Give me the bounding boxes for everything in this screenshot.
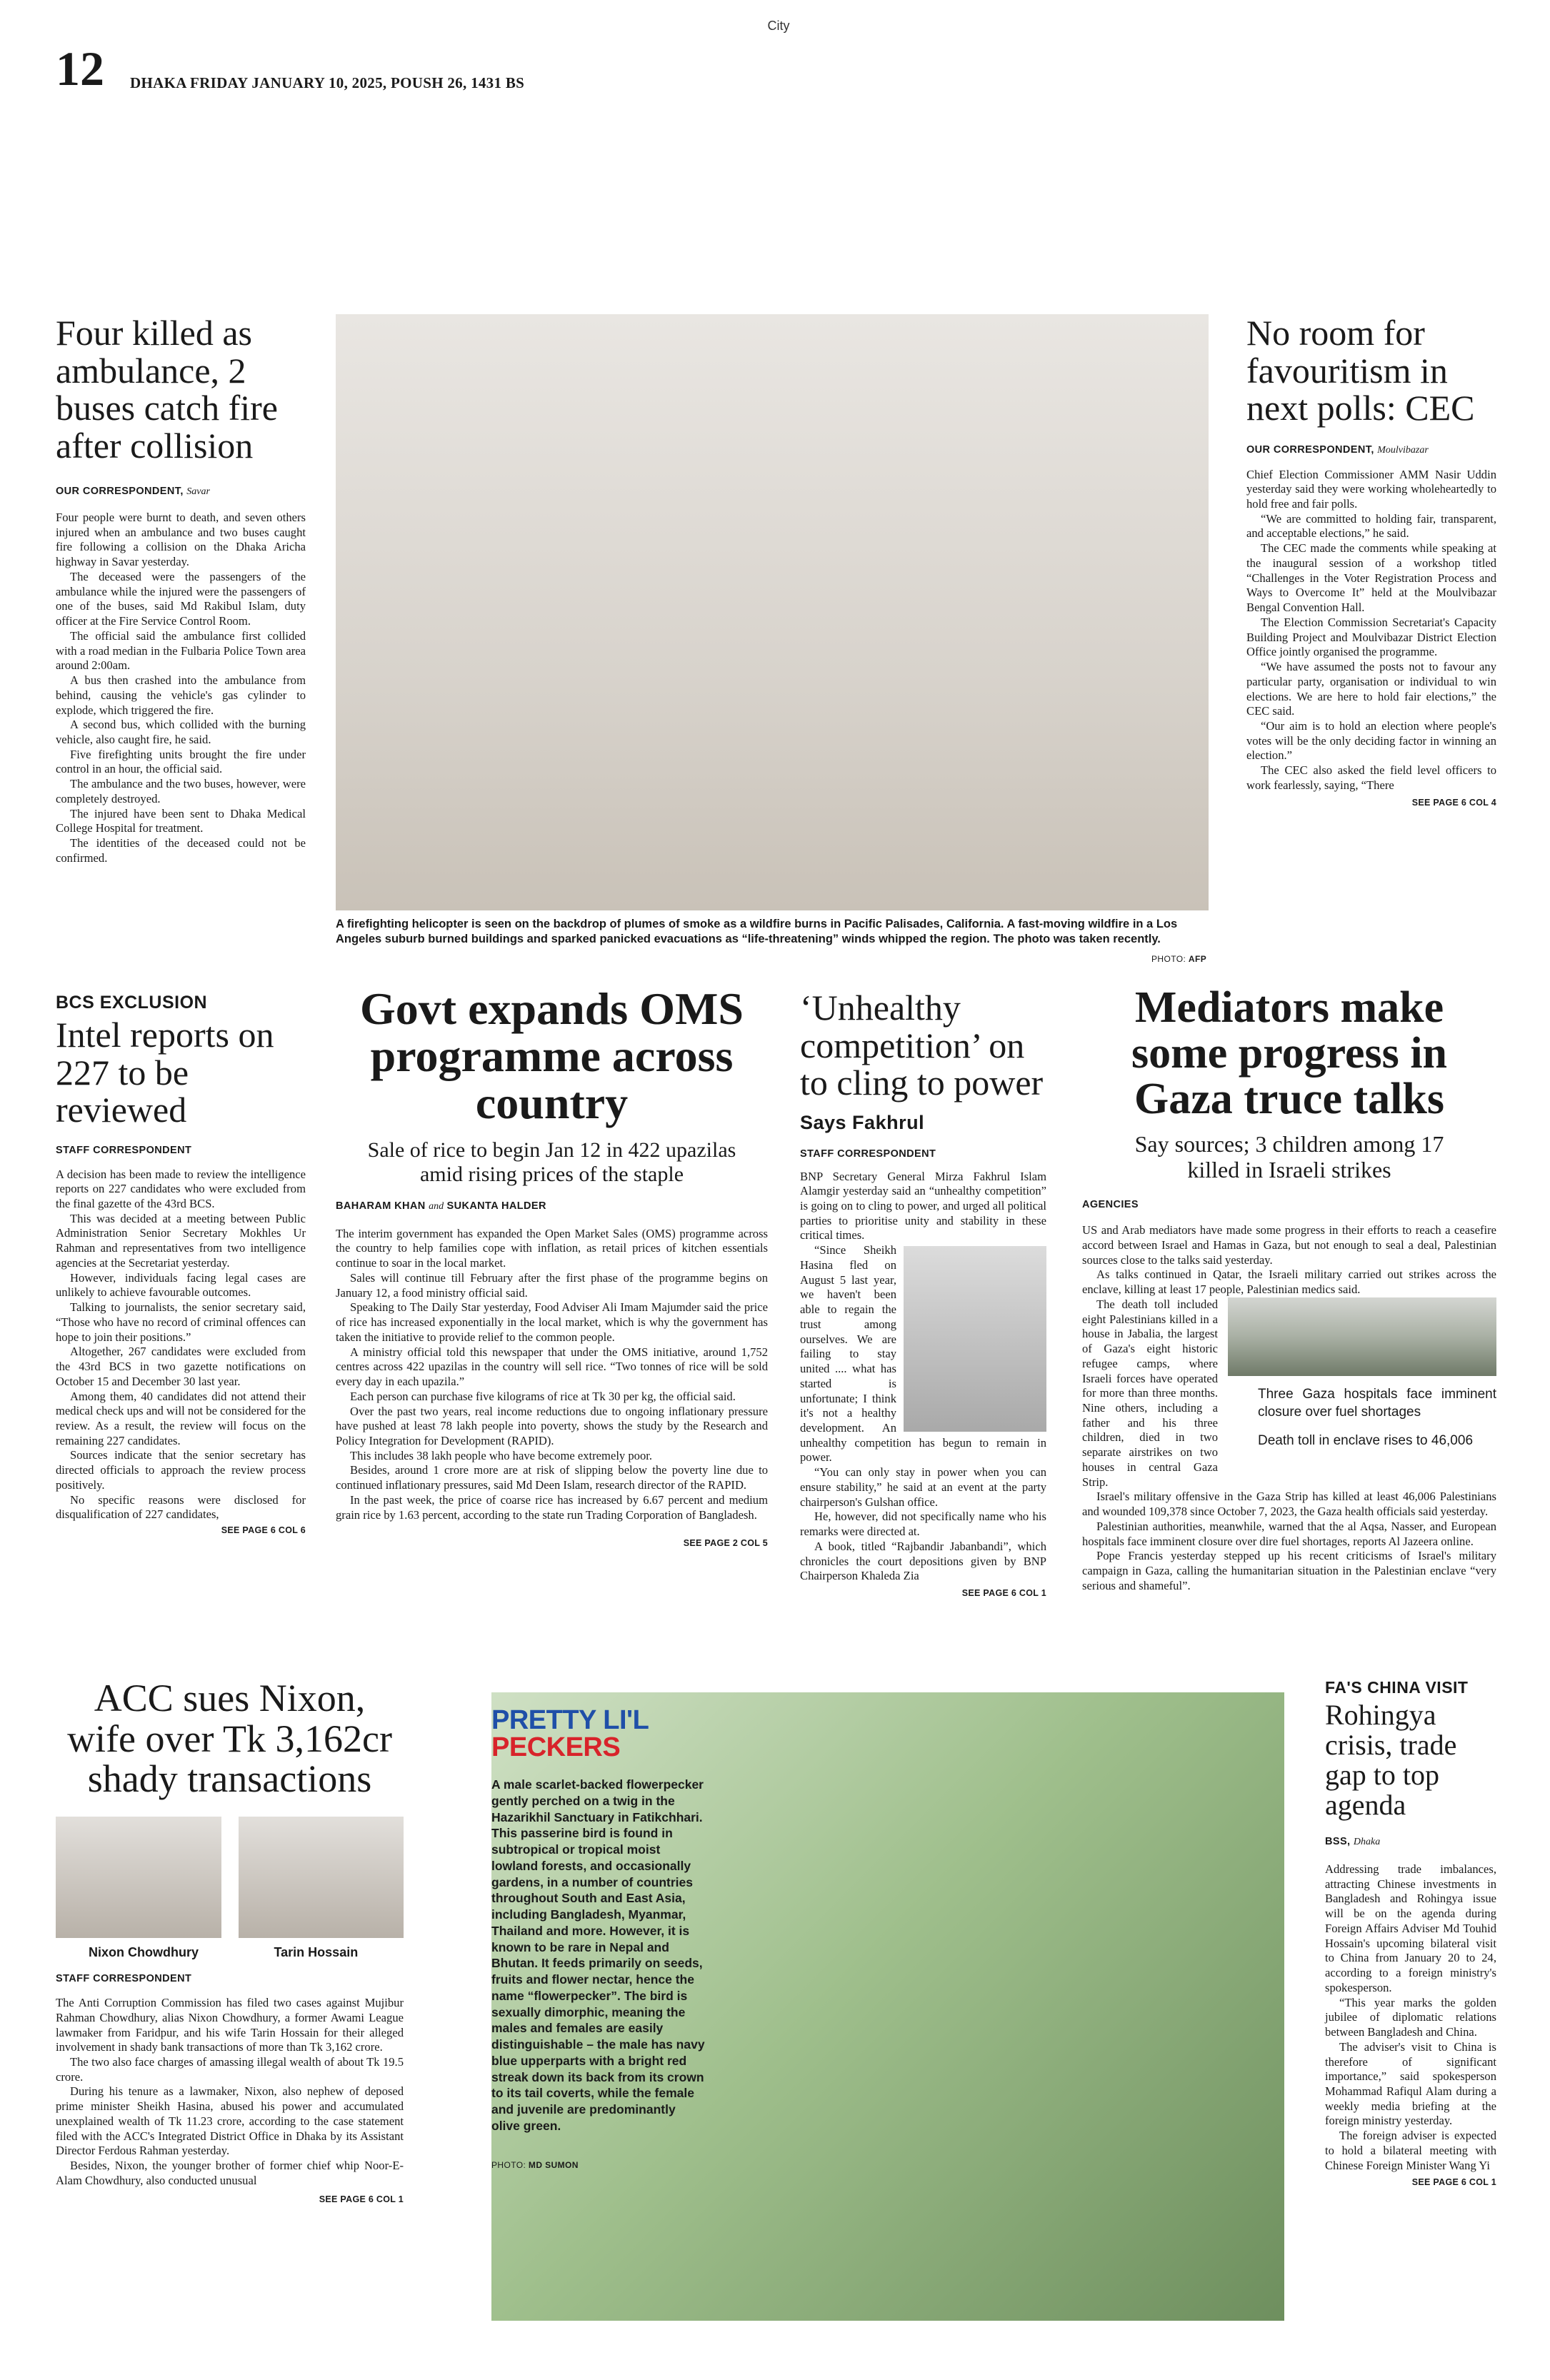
paragraph: No specific reasons were disclosed for disqualification of 227 candidates,: [56, 1492, 306, 1522]
headline: Rohingya crisis, trade gap to top agenda: [1325, 1699, 1457, 1821]
story-cec: [1246, 314, 1496, 808]
kicker: BCS EXCLUSION: [56, 993, 208, 1013]
story-acc: [56, 1678, 404, 2204]
byline: STAFF CORRESPONDENT: [56, 1144, 192, 1156]
highlight-death-toll: Death toll in enclave rises to 46,006: [1258, 1433, 1474, 1449]
paragraph: The Election Commission Secretariat's Capacity Building Project and Moulvibazar District Election Office jointly organised the programme.: [1246, 615, 1496, 659]
byline: AGENCIES: [1082, 1199, 1139, 1211]
story-body: [336, 1227, 768, 1523]
paragraph: Four people were burnt to death, and seven others injured when an ambulance and two buses caught fire following a collision on the Dhaka Aricha highway in Savar yesterday.: [56, 511, 306, 569]
paragraph: Chief Election Commissioner AMM Nasir Uddin yesterday said they were working wholeheartedly to hold free and fair polls.: [1246, 467, 1496, 511]
dateline: DHAKA FRIDAY JANUARY 10, 2025, POUSH 26, 1431 BS: [130, 74, 525, 91]
paragraph: The identities of the deceased could not be confirmed.: [56, 836, 306, 865]
story-body: [56, 511, 306, 866]
byline: OUR CORRESPONDENT, Moulvibazar: [1246, 443, 1429, 456]
paragraph: Sources indicate that the senior secretary has directed officials to approach the review process positively.: [56, 1448, 306, 1492]
jump-link[interactable]: SEE PAGE 6 COL 4: [1411, 797, 1496, 808]
jump-link[interactable]: SEE PAGE 6 COL 1: [319, 2194, 404, 2204]
feature-photo-credit: PHOTO: MD SUMON: [491, 2159, 579, 2170]
paragraph: A ministry official told this newspaper that under the OMS initiative, around 1,752 centres across 422 upazilas in the country will sell rice. “Two tonnes of rice will be sold every day in each upazila.”: [336, 1345, 768, 1389]
paragraph: Pope Francis yesterday stepped up his recent criticisms of Israel's military campaign in Gaza, calling the humanitarian situation in the Palestinian enclave “very serious and shameful”.: [1082, 1549, 1496, 1592]
feature-title-line2: PECKERS: [491, 1732, 621, 1762]
headline: Mediators make some progress in Gaza truce talks: [1131, 983, 1448, 1123]
story-gaza: [1082, 985, 1496, 1594]
paragraph: Addressing trade imbalances, attracting Chinese investments in Bangladesh and Rohingya issue will be on the agenda during Foreign Affairs Adviser Md Touhid Hossain's upcoming bilateral visit to China from January 20 to 24, according to a foreign ministry's spokesperson.: [1325, 1862, 1496, 1994]
wildfire-photo-caption: A firefighting helicopter is seen on the backdrop of plumes of smoke as a wildfire burns in Pacific Palisades, California. A fast-moving wildfire in a Los Angeles suburb burned buildings and sparked panicked evacuations as “life-threatening” winds whipped the region. The photo was taken recently.: [336, 918, 1178, 946]
wildfire-photo-credit: PHOTO: AFP: [1151, 954, 1207, 964]
story-body: [56, 1168, 306, 1523]
paragraph: Israel's military offensive in the Gaza Strip has killed at least 46,006 Palestinians and wounded 109,378 since October 7, 2023, the Gaza health officials said yesterday.: [1082, 1490, 1496, 1519]
paragraph: “You can only stay in power when you can ensure stability,” he said at an event at the party chairperson's Gulshan office.: [800, 1465, 1046, 1509]
feature-title-line1: PRETTY LI'L: [491, 1705, 649, 1735]
paragraph: Five firefighting units brought the fire under control in an hour, the official said.: [56, 747, 306, 776]
paragraph: A bus then crashed into the ambulance from behind, causing the vehicle's gas cylinder to explode, which triggered the fire.: [56, 673, 306, 717]
headline: No room for favouritism in next polls: CEC: [1246, 313, 1475, 428]
paragraph: The Anti Corruption Commission has filed two cases against Mujibur Rahman Chowdhury, alias Nixon Chowdhury, a former Awami League lawmaker from Faridpur, and his wife Tarin Hossain for their alleged involvement in shady bank transactions of more than Tk 3,162 crore.: [56, 1996, 404, 2054]
paragraph: Speaking to The Daily Star yesterday, Food Adviser Ali Imam Majumder said the price of rice has increased exponentially in the local market, which is why the government has taken the initiative to provide relief to the common people.: [336, 1300, 768, 1344]
story-ambulance-fire: [56, 314, 306, 866]
paragraph: The deceased were the passengers of the ambulance while the injured were the passengers of one of the buses, said Md Rakibul Islam, duty officer at the Fire Service Control Room.: [56, 569, 306, 628]
headline: Govt expands OMS programme across country: [360, 983, 744, 1128]
portrait-tarin: [239, 1817, 404, 1960]
feature-title: [491, 1707, 706, 1761]
story-body: [1325, 1862, 1496, 2173]
paragraph: The ambulance and the two buses, however, were completely destroyed.: [56, 777, 306, 805]
photo-with-highlights: [1228, 1297, 1496, 1490]
story-china-visit: [1325, 1678, 1496, 2187]
story-body: [1082, 1223, 1496, 1593]
paragraph: Besides, Nixon, the younger brother of former chief whip Noor-E-Alam Chowdhury, also conducted unusual: [56, 2159, 404, 2187]
kicker: FA'S CHINA VISIT: [1325, 1678, 1469, 1697]
headline: ‘Unhealthy competition’ on to cling to power: [800, 988, 1044, 1103]
paragraph: However, individuals facing legal cases are unlikely to achieve favourable outcomes.: [56, 1270, 306, 1300]
page-number: 12: [56, 41, 104, 96]
nixon-photo: [56, 1817, 221, 1938]
paragraph: A second bus, which collided with the burning vehicle, also caught fire, he said.: [56, 718, 306, 747]
gaza-photo: [1228, 1297, 1496, 1376]
wildfire-photo: [336, 314, 1209, 910]
paragraph: The death toll included eight Palestinians killed in a house in Jabalia, the largest of Gaza's eight historic refugee camps, where Israeli forces have operated for more than three months. Nine others, including a father and his three children, died in two separate airstrikes on two houses in central Gaza Strip.: [1082, 1297, 1218, 1489]
paragraph: Palestinian authorities, meanwhile, warned that the al Aqsa, Nasser, and European hospitals face imminent closure over dire fuel shortages, reports Al Jazeera online.: [1082, 1519, 1496, 1548]
paragraph: Over the past two years, real income reductions due to ongoing inflationary pressure have pushed at least 78 lakh people into poverty, shows the study by the Research and Policy Integration for Development (RAPID).: [336, 1404, 768, 1447]
photo-caption: Tarin Hossain: [274, 1945, 359, 1960]
paragraph: BNP Secretary General Mirza Fakhrul Islam Alamgir yesterday said an “unhealthy competition” is going on to cling to power, and urged all political parties to prioritise unity and stability in these critical times.: [800, 1169, 1046, 1242]
story-oms: [336, 985, 768, 1548]
paragraph: “We have assumed the posts not to favour any particular party, organisation or individual to win elections. We are here to hold fair elections,” the CEC said.: [1246, 660, 1496, 718]
bird-feature-text: [491, 1707, 706, 2170]
paragraph: The CEC made the comments while speaking at the inaugural session of a workshop titled “Challenges in the Voter Registration Process and Ways to Overcome It” held at the Moulvibazar Bengal Convention Hall.: [1246, 541, 1496, 615]
paragraph: This includes 38 lakh people who have become extremely poor.: [350, 1448, 653, 1462]
paragraph: In the past week, the price of coarse rice has increased by 6.67 percent and medium grain rice by 1.63 percent, according to the state run Trading Corporation of Bangladesh.: [336, 1492, 768, 1522]
deck: Sale of rice to begin Jan 12 in 422 upazilas amid rising prices of the staple: [367, 1138, 736, 1187]
paragraph: Talking to journalists, the senior secretary said, “Those who have no record of criminal offences can hope to join their positions.”: [56, 1300, 306, 1344]
headline: ACC sues Nixon, wife over Tk 3,162cr shady transactions: [67, 1677, 392, 1801]
jump-link[interactable]: SEE PAGE 6 COL 1: [1411, 2177, 1496, 2188]
paragraph: The interim government has expanded the Open Market Sales (OMS) programme across the country to help families cope with inflation, as retail prices of kitchen essentials continue to soar in the local market.: [336, 1226, 768, 1270]
paragraph: As talks continued in Qatar, the Israeli military carried out strikes across the enclave, killing at least 17 people, Palestinian medics said.: [1082, 1267, 1496, 1297]
byline: STAFF CORRESPONDENT: [56, 1973, 192, 1985]
paragraph: Besides, around 1 crore more are at risk of slipping below the poverty line due to continued inflationary pressures, said Md Deen Islam, research director of the RAPID.: [336, 1463, 768, 1492]
paragraph: The foreign adviser is expected to hold a bilateral meeting with Chinese Foreign Minister Wang Yi: [1325, 2129, 1496, 2172]
paragraph: The CEC also asked the field level officers to work fearlessly, saying, “There: [1246, 763, 1496, 792]
story-body: [56, 1996, 404, 2189]
paragraph: Sales will continue till February after the first phase of the programme begins on January 12, a food ministry official said.: [336, 1270, 768, 1300]
portrait-row: [56, 1817, 404, 1960]
paragraph: During his tenure as a lawmaker, Nixon, also nephew of deposed prime minister Sheikh Hasina, abused his power and accumulated unexplained wealth of Tk 11.23 crore, according to the case statement filed with the ACC's Integrated District Office in Dhaka by its Assistant Director Ferdous Rahman yesterday.: [56, 2084, 404, 2158]
paragraph: Altogether, 267 candidates were excluded from the 43rd BCS in two gazette notifications on October 15 and December 30 last year.: [56, 1345, 306, 1388]
highlight-hospitals: Three Gaza hospitals face imminent closure over fuel shortages: [1258, 1386, 1496, 1420]
paragraph: The adviser's visit to China is therefore of significant importance,” said spokesperson Mohammad Rafiqul Alam during a weekly media briefing at the foreign ministry yesterday.: [1325, 2039, 1496, 2128]
paragraph: The two also face charges of amassing illegal wealth of about Tk 19.5 crore.: [56, 2055, 404, 2084]
paragraph: The injured have been sent to Dhaka Medical College Hospital for treatment.: [56, 806, 306, 835]
paragraph: “This year marks the golden jubilee of diplomatic relations between Bangladesh and China.: [1325, 1995, 1496, 2039]
fakhrul-photo: [904, 1246, 1046, 1432]
photo-caption: Nixon Chowdhury: [89, 1945, 199, 1960]
story-bcs-exclusion: [56, 993, 306, 1535]
feature-text: A male scarlet-backed flowerpecker gently perched on a twig in the Hazarikhil Sanctuary in Fatikchhari. This passerine bird is found in subtropical or tropical moist lowland forests, and occasionally gardens, in a number of countries throughout South and East Asia, including Bangladesh, Myanmar, Thailand and more. However, it is known to be rare in Nepal and Bhutan. It feeds primarily on seeds, fruits and flower nectar, hence the name “flowerpecker”. The bird is sexually dimorphic, meaning the males and females are easily distinguishable – the male has navy blue upperparts with a bright red streak down its back from its crown to its tail coverts, while the female and juvenile are predominantly olive green.: [491, 1777, 705, 2133]
jump-link[interactable]: SEE PAGE 6 COL 1: [961, 1588, 1046, 1599]
paragraph: A decision has been made to review the intelligence reports on 227 candidates who were excluded from the final gazette of the 43rd BCS.: [56, 1167, 306, 1210]
story-body: [1246, 468, 1496, 793]
paragraph: “Since Sheikh Hasina fled on August 5 last year, we haven't been able to regain the trust among ourselves. We are failing to stay united .... what has started is unfortunate; I think it's not a healthy development. An unhealthy competition has begun to remain in power.: [800, 1243, 1046, 1465]
headline: Four killed as ambulance, 2 buses catch fire after collision: [56, 313, 278, 466]
paragraph: This was decided at a meeting between Public Administration Senior Secretary Mokhles Ur Rahman and representatives from two intelligence agencies at the Secretariat yesterday.: [56, 1211, 306, 1270]
paragraph: US and Arab mediators have made some progress in their efforts to reach a ceasefire accord between Israel and Hamas in Gaza, but not enough to seal a deal, Palestinian sources close to the talks said yesterday.: [1082, 1223, 1496, 1267]
byline: BAHARAM KHAN and SUKANTA HALDER: [336, 1200, 546, 1212]
byline: BSS, Dhaka: [1325, 1836, 1381, 1847]
paragraph: A book, titled “Rajbandir Jabanbandi”, which chronicles the court depositions given by BNP Chairperson Khaleda Zia: [800, 1539, 1046, 1583]
story-bnp: [800, 989, 1046, 1598]
section-label: City: [767, 19, 790, 33]
paragraph: The official said the ambulance first collided with a road median in the Fulbaria Police Town area around 2:00am.: [56, 628, 306, 673]
byline: STAFF CORRESPONDENT: [800, 1148, 936, 1160]
headline: Intel reports on 227 to be reviewed: [56, 1015, 274, 1130]
deck: Say sources; 3 children among 17 killed in Israeli strikes: [1134, 1130, 1444, 1183]
jump-link[interactable]: SEE PAGE 2 COL 5: [683, 1538, 768, 1549]
byline: OUR CORRESPONDENT, Savar: [56, 486, 210, 497]
jump-link[interactable]: SEE PAGE 6 COL 6: [221, 1525, 306, 1536]
subhead: Says Fakhrul: [800, 1111, 925, 1133]
paragraph: “We are committed to holding fair, transparent, and acceptable elections,” he said.: [1246, 511, 1496, 541]
paragraph: Among them, 40 candidates did not attend their medical check ups and will not be considered for the review. As a result, the review will focus on the remaining 227 candidates.: [56, 1389, 306, 1447]
portrait-nixon: [56, 1817, 221, 1960]
paragraph: He, however, did not specifically name who his remarks were directed at.: [800, 1510, 1046, 1539]
paragraph: “Our aim is to hold an election where people's votes will be the only deciding factor in winning an election.”: [1246, 718, 1496, 763]
story-body: [800, 1170, 1046, 1585]
paragraph: Each person can purchase five kilograms of rice at Tk 30 per kg, the official said.: [350, 1389, 736, 1403]
tarin-photo: [239, 1817, 404, 1938]
